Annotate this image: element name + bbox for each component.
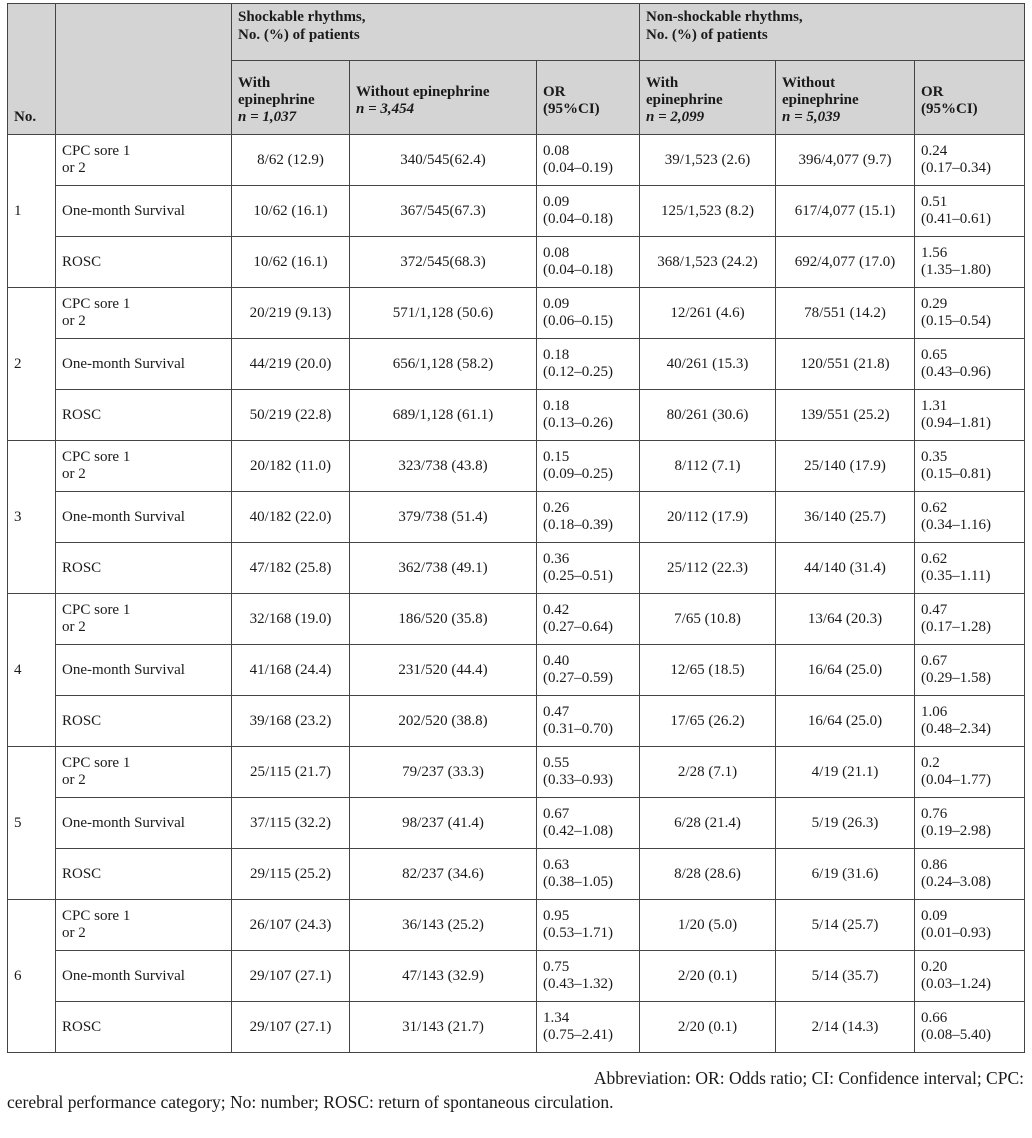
shockable-or-cell [537, 645, 640, 696]
confidence-interval: (0.41–0.61) [921, 211, 991, 227]
nonshockable-without-cell: 5/14 (35.7) [776, 951, 915, 1002]
odds-ratio: 0.26 [543, 500, 570, 516]
shockable-with-cell: 50/219 (22.8) [232, 390, 350, 441]
table-row [8, 543, 1025, 594]
nonshockable-with-cell: 1/20 (5.0) [640, 900, 776, 951]
odds-ratio: 0.62 [921, 551, 948, 567]
header-shockable-line1: Shockable rhythms, [238, 9, 366, 25]
odds-ratio: 0.40 [543, 653, 570, 669]
nonshockable-or-cell [915, 237, 1025, 288]
shockable-without-cell: 372/545(68.3) [350, 237, 537, 288]
header-sh-or-line1: OR [543, 83, 566, 100]
group-number: 6 [8, 900, 56, 1053]
nonshockable-or-cell [915, 849, 1025, 900]
shockable-without-cell: 689/1,128 (61.1) [350, 390, 537, 441]
shockable-without-cell: 31/143 (21.7) [350, 1002, 537, 1053]
table-row [8, 798, 1025, 849]
table-footnote [7, 1066, 1024, 1114]
table-row [8, 237, 1025, 288]
nonshockable-or-cell [915, 594, 1025, 645]
outcome-cell: ROSC [56, 1002, 232, 1053]
confidence-interval: (0.04–1.77) [921, 772, 991, 788]
shockable-or-cell [537, 135, 640, 186]
nonshockable-without-cell: 5/19 (26.3) [776, 798, 915, 849]
confidence-interval: (0.27–0.59) [543, 670, 613, 686]
odds-ratio: 0.67 [921, 653, 948, 669]
confidence-interval: (0.43–1.32) [543, 976, 613, 992]
outcome-cell: ROSC [56, 696, 232, 747]
outcome-cell: ROSC [56, 543, 232, 594]
outcome-cell: CPC sore 1 or 2 [56, 135, 232, 186]
odds-ratio: 0.18 [543, 347, 570, 363]
nonshockable-or-cell [915, 951, 1025, 1002]
nonshockable-with-cell: 2/20 (0.1) [640, 951, 776, 1002]
table-row [8, 594, 1025, 645]
confidence-interval: (0.42–1.08) [543, 823, 613, 839]
nonshockable-with-cell: 80/261 (30.6) [640, 390, 776, 441]
outcome-cell: CPC sore 1 or 2 [56, 288, 232, 339]
nonshockable-or-cell [915, 441, 1025, 492]
confidence-interval: (1.35–1.80) [921, 262, 991, 278]
shockable-or-cell [537, 543, 640, 594]
shockable-without-cell: 47/143 (32.9) [350, 951, 537, 1002]
confidence-interval: (0.34–1.16) [921, 517, 991, 533]
odds-ratio: 0.76 [921, 806, 948, 822]
odds-ratio: 0.08 [543, 143, 570, 159]
odds-ratio: 0.2 [921, 755, 940, 771]
nonshockable-or-cell [915, 492, 1025, 543]
table-row [8, 441, 1025, 492]
outcome-cell: CPC sore 1 or 2 [56, 441, 232, 492]
odds-ratio: 0.86 [921, 857, 948, 873]
shockable-with-cell: 41/168 (24.4) [232, 645, 350, 696]
outcome-cell: One-month Survival [56, 645, 232, 696]
nonshockable-with-cell: 20/112 (17.9) [640, 492, 776, 543]
nonshockable-without-cell: 6/19 (31.6) [776, 849, 915, 900]
confidence-interval: (0.18–0.39) [543, 517, 613, 533]
nonshockable-or-cell [915, 186, 1025, 237]
shockable-or-cell [537, 594, 640, 645]
header-ns-without-n: n = 5,039 [782, 109, 841, 125]
shockable-without-cell: 379/738 (51.4) [350, 492, 537, 543]
table-row [8, 747, 1025, 798]
header-ns-with-line2: epinephrine [646, 92, 723, 108]
table-row [8, 900, 1025, 951]
confidence-interval: (0.38–1.05) [543, 874, 613, 890]
confidence-interval: (0.03–1.24) [921, 976, 991, 992]
outcome-cell: CPC sore 1 or 2 [56, 747, 232, 798]
shockable-or-cell [537, 237, 640, 288]
nonshockable-with-cell: 8/28 (28.6) [640, 849, 776, 900]
shockable-without-cell: 367/545(67.3) [350, 186, 537, 237]
shockable-with-cell: 8/62 (12.9) [232, 135, 350, 186]
nonshockable-without-cell: 617/4,077 (15.1) [776, 186, 915, 237]
odds-ratio: 0.63 [543, 857, 570, 873]
confidence-interval: (0.33–0.93) [543, 772, 613, 788]
header-ns-without-line1: Without [782, 75, 836, 91]
confidence-interval: (0.35–1.11) [921, 568, 991, 584]
nonshockable-without-cell: 2/14 (14.3) [776, 1002, 915, 1053]
header-ns-or-line2: (95%CI) [921, 100, 978, 117]
shockable-or-cell [537, 186, 640, 237]
group-number: 1 [8, 135, 56, 288]
shockable-or-cell [537, 1002, 640, 1053]
header-nonshockable [640, 4, 1025, 61]
confidence-interval: (0.04–0.18) [543, 262, 613, 278]
outcome-cell: One-month Survival [56, 492, 232, 543]
nonshockable-without-cell: 4/19 (21.1) [776, 747, 915, 798]
odds-ratio: 0.67 [543, 806, 570, 822]
footnote-line-2: cerebral performance category; No: number; ROSC: return of spontaneous circulation. [7, 1092, 614, 1112]
odds-ratio: 1.31 [921, 398, 948, 414]
table-row [8, 951, 1025, 1002]
nonshockable-with-cell: 7/65 (10.8) [640, 594, 776, 645]
shockable-or-cell [537, 849, 640, 900]
header-outcome [56, 4, 232, 135]
confidence-interval: (0.19–2.98) [921, 823, 991, 839]
shockable-with-cell: 20/182 (11.0) [232, 441, 350, 492]
nonshockable-with-cell: 2/20 (0.1) [640, 1002, 776, 1053]
nonshockable-without-cell: 36/140 (25.7) [776, 492, 915, 543]
shockable-with-cell: 26/107 (24.3) [232, 900, 350, 951]
odds-ratio: 0.15 [543, 449, 570, 465]
results-table [7, 3, 1025, 1053]
shockable-with-cell: 39/168 (23.2) [232, 696, 350, 747]
table-header [8, 4, 1025, 135]
odds-ratio: 0.65 [921, 347, 948, 363]
shockable-without-cell: 186/520 (35.8) [350, 594, 537, 645]
nonshockable-without-cell: 120/551 (21.8) [776, 339, 915, 390]
table-row [8, 849, 1025, 900]
header-ns-or-line1: OR [921, 83, 944, 100]
nonshockable-or-cell [915, 390, 1025, 441]
odds-ratio: 0.09 [543, 296, 570, 312]
confidence-interval: (0.17–1.28) [921, 619, 991, 635]
nonshockable-with-cell: 17/65 (26.2) [640, 696, 776, 747]
footnote-line-1: Abbreviation: OR: Odds ratio; CI: Confidence interval; CPC: [593, 1068, 1024, 1088]
shockable-with-cell: 29/107 (27.1) [232, 1002, 350, 1053]
shockable-with-cell: 10/62 (16.1) [232, 237, 350, 288]
odds-ratio: 0.47 [543, 704, 570, 720]
odds-ratio: 0.55 [543, 755, 570, 771]
outcome-cell: ROSC [56, 237, 232, 288]
nonshockable-with-cell: 25/112 (22.3) [640, 543, 776, 594]
confidence-interval: (0.08–5.40) [921, 1027, 991, 1043]
confidence-interval: (0.25–0.51) [543, 568, 613, 584]
odds-ratio: 0.08 [543, 245, 570, 261]
header-ns-without-line2: epinephrine [782, 92, 859, 108]
header-shockable [232, 4, 640, 61]
header-sh-or [537, 61, 640, 135]
nonshockable-with-cell: 125/1,523 (8.2) [640, 186, 776, 237]
nonshockable-or-cell [915, 747, 1025, 798]
odds-ratio: 0.35 [921, 449, 948, 465]
nonshockable-without-cell: 16/64 (25.0) [776, 696, 915, 747]
shockable-without-cell: 231/520 (44.4) [350, 645, 537, 696]
results-table-container [7, 3, 1024, 1053]
confidence-interval: (0.48–2.34) [921, 721, 991, 737]
shockable-with-cell: 44/219 (20.0) [232, 339, 350, 390]
confidence-interval: (0.09–0.25) [543, 466, 613, 482]
table-row [8, 1002, 1025, 1053]
group-number: 2 [8, 288, 56, 441]
table-row [8, 186, 1025, 237]
odds-ratio: 0.62 [921, 500, 948, 516]
confidence-interval: (0.15–0.81) [921, 466, 991, 482]
confidence-interval: (0.06–0.15) [543, 313, 613, 329]
shockable-without-cell: 202/520 (38.8) [350, 696, 537, 747]
header-sh-with-line1: With [238, 75, 271, 91]
nonshockable-or-cell [915, 543, 1025, 594]
table-row [8, 390, 1025, 441]
nonshockable-with-cell: 2/28 (7.1) [640, 747, 776, 798]
shockable-or-cell [537, 900, 640, 951]
confidence-interval: (0.04–0.19) [543, 160, 613, 176]
odds-ratio: 0.51 [921, 194, 948, 210]
shockable-with-cell: 40/182 (22.0) [232, 492, 350, 543]
confidence-interval: (0.17–0.34) [921, 160, 991, 176]
nonshockable-or-cell [915, 1002, 1025, 1053]
outcome-cell: One-month Survival [56, 951, 232, 1002]
outcome-cell: One-month Survival [56, 339, 232, 390]
header-ns-with-n: n = 2,099 [646, 109, 705, 125]
shockable-or-cell [537, 390, 640, 441]
odds-ratio: 0.66 [921, 1010, 948, 1026]
header-sh-without [350, 61, 537, 135]
table-row [8, 696, 1025, 747]
odds-ratio: 0.42 [543, 602, 570, 618]
shockable-or-cell [537, 492, 640, 543]
nonshockable-with-cell: 12/65 (18.5) [640, 645, 776, 696]
odds-ratio: 0.09 [921, 908, 948, 924]
shockable-or-cell [537, 288, 640, 339]
shockable-with-cell: 20/219 (9.13) [232, 288, 350, 339]
nonshockable-or-cell [915, 900, 1025, 951]
confidence-interval: (0.43–0.96) [921, 364, 991, 380]
header-ns-with [640, 61, 776, 135]
shockable-with-cell: 37/115 (32.2) [232, 798, 350, 849]
nonshockable-without-cell: 16/64 (25.0) [776, 645, 915, 696]
nonshockable-with-cell: 6/28 (21.4) [640, 798, 776, 849]
odds-ratio: 0.75 [543, 959, 570, 975]
table-row [8, 135, 1025, 186]
odds-ratio: 0.20 [921, 959, 948, 975]
shockable-without-cell: 36/143 (25.2) [350, 900, 537, 951]
odds-ratio: 1.06 [921, 704, 948, 720]
odds-ratio: 0.24 [921, 143, 948, 159]
outcome-cell: CPC sore 1 or 2 [56, 900, 232, 951]
nonshockable-or-cell [915, 288, 1025, 339]
nonshockable-without-cell: 396/4,077 (9.7) [776, 135, 915, 186]
shockable-with-cell: 32/168 (19.0) [232, 594, 350, 645]
odds-ratio: 0.95 [543, 908, 570, 924]
table-body [8, 135, 1025, 1053]
header-sh-with [232, 61, 350, 135]
confidence-interval: (0.12–0.25) [543, 364, 613, 380]
odds-ratio: 0.29 [921, 296, 948, 312]
nonshockable-or-cell [915, 645, 1025, 696]
nonshockable-with-cell: 39/1,523 (2.6) [640, 135, 776, 186]
nonshockable-with-cell: 40/261 (15.3) [640, 339, 776, 390]
confidence-interval: (0.27–0.64) [543, 619, 613, 635]
table-row [8, 339, 1025, 390]
confidence-interval: (0.15–0.54) [921, 313, 991, 329]
nonshockable-or-cell [915, 339, 1025, 390]
outcome-cell: ROSC [56, 849, 232, 900]
outcome-cell: ROSC [56, 390, 232, 441]
shockable-with-cell: 29/115 (25.2) [232, 849, 350, 900]
outcome-cell: One-month Survival [56, 798, 232, 849]
confidence-interval: (0.53–1.71) [543, 925, 613, 941]
nonshockable-without-cell: 44/140 (31.4) [776, 543, 915, 594]
shockable-or-cell [537, 696, 640, 747]
nonshockable-or-cell [915, 135, 1025, 186]
shockable-or-cell [537, 798, 640, 849]
shockable-without-cell: 82/237 (34.6) [350, 849, 537, 900]
nonshockable-without-cell: 13/64 (20.3) [776, 594, 915, 645]
header-ns-or [915, 61, 1025, 135]
header-ns-with-line1: With [646, 75, 679, 91]
shockable-or-cell [537, 951, 640, 1002]
nonshockable-or-cell [915, 696, 1025, 747]
confidence-interval: (0.29–1.58) [921, 670, 991, 686]
shockable-or-cell [537, 339, 640, 390]
group-number: 4 [8, 594, 56, 747]
header-sh-with-n: n = 1,037 [238, 109, 297, 125]
header-shockable-line2: No. (%) of patients [238, 27, 360, 43]
confidence-interval: (0.24–3.08) [921, 874, 991, 890]
header-sh-without-n: n = 3,454 [356, 100, 415, 117]
shockable-without-cell: 98/237 (41.4) [350, 798, 537, 849]
header-sh-with-line2: epinephrine [238, 92, 315, 108]
confidence-interval: (0.13–0.26) [543, 415, 613, 431]
table-row [8, 492, 1025, 543]
nonshockable-with-cell: 12/261 (4.6) [640, 288, 776, 339]
shockable-without-cell: 656/1,128 (58.2) [350, 339, 537, 390]
shockable-or-cell [537, 441, 640, 492]
outcome-cell: One-month Survival [56, 186, 232, 237]
odds-ratio: 0.18 [543, 398, 570, 414]
header-ns-without [776, 61, 915, 135]
confidence-interval: (0.31–0.70) [543, 721, 613, 737]
shockable-with-cell: 47/182 (25.8) [232, 543, 350, 594]
confidence-interval: (0.94–1.81) [921, 415, 991, 431]
odds-ratio: 0.09 [543, 194, 570, 210]
nonshockable-with-cell: 8/112 (7.1) [640, 441, 776, 492]
shockable-without-cell: 323/738 (43.8) [350, 441, 537, 492]
header-no: No. [8, 4, 56, 135]
odds-ratio: 0.47 [921, 602, 948, 618]
shockable-without-cell: 362/738 (49.1) [350, 543, 537, 594]
confidence-interval: (0.01–0.93) [921, 925, 991, 941]
confidence-interval: (0.04–0.18) [543, 211, 613, 227]
table-row [8, 645, 1025, 696]
nonshockable-without-cell: 78/551 (14.2) [776, 288, 915, 339]
shockable-without-cell: 571/1,128 (50.6) [350, 288, 537, 339]
header-sh-or-line2: (95%CI) [543, 100, 600, 117]
group-number: 3 [8, 441, 56, 594]
shockable-without-cell: 340/545(62.4) [350, 135, 537, 186]
nonshockable-or-cell [915, 798, 1025, 849]
shockable-without-cell: 79/237 (33.3) [350, 747, 537, 798]
odds-ratio: 1.34 [543, 1010, 570, 1026]
nonshockable-without-cell: 25/140 (17.9) [776, 441, 915, 492]
nonshockable-without-cell: 139/551 (25.2) [776, 390, 915, 441]
odds-ratio: 1.56 [921, 245, 948, 261]
nonshockable-without-cell: 5/14 (25.7) [776, 900, 915, 951]
nonshockable-without-cell: 692/4,077 (17.0) [776, 237, 915, 288]
group-number: 5 [8, 747, 56, 900]
shockable-with-cell: 10/62 (16.1) [232, 186, 350, 237]
outcome-cell: CPC sore 1 or 2 [56, 594, 232, 645]
nonshockable-with-cell: 368/1,523 (24.2) [640, 237, 776, 288]
shockable-with-cell: 29/107 (27.1) [232, 951, 350, 1002]
odds-ratio: 0.36 [543, 551, 570, 567]
shockable-or-cell [537, 747, 640, 798]
table-row [8, 288, 1025, 339]
confidence-interval: (0.75–2.41) [543, 1027, 613, 1043]
header-sh-without-line1: Without epinephrine [356, 83, 490, 100]
header-nonshockable-line2: No. (%) of patients [646, 27, 768, 43]
header-nonshockable-line1: Non-shockable rhythms, [646, 9, 803, 25]
shockable-with-cell: 25/115 (21.7) [232, 747, 350, 798]
